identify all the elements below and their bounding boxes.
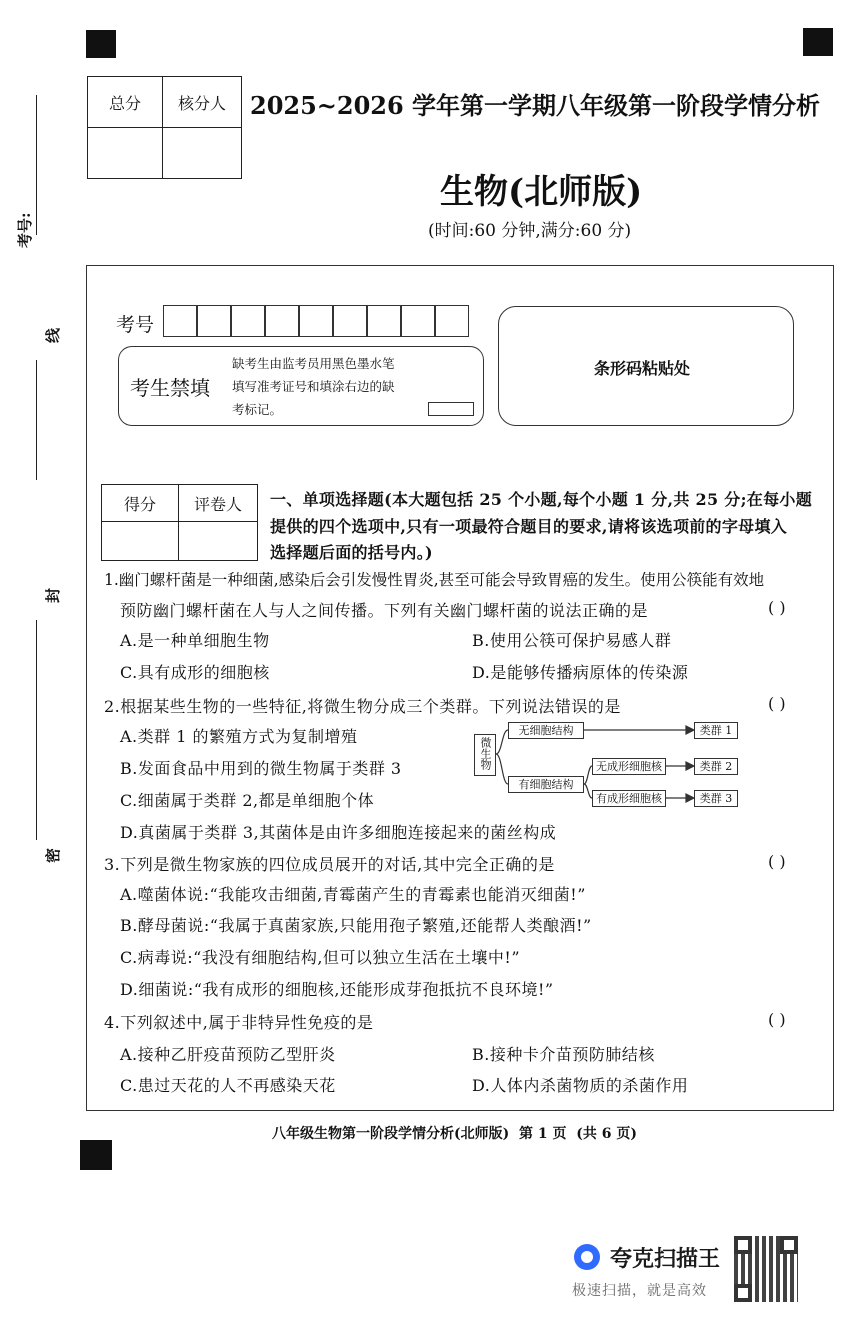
q4-stem: 4.下列叙述中,属于非特异性免疫的是	[104, 1013, 374, 1032]
diagram-no-cell-structure: 无细胞结构	[508, 722, 584, 739]
corner-mark-top-left	[86, 30, 116, 58]
grader-header: 评卷人	[179, 485, 258, 522]
exam-id-cell[interactable]	[401, 305, 435, 337]
missing-note-2: 填写准考证号和填涂右边的缺	[232, 379, 395, 394]
exam-id-cell[interactable]	[435, 305, 469, 337]
score-cell[interactable]	[102, 522, 179, 561]
qr-code-icon	[734, 1236, 798, 1302]
barcode-label: 条形码粘贴处	[594, 359, 691, 378]
microbe-classification-diagram	[468, 716, 740, 816]
exam-id-cell[interactable]	[197, 305, 231, 337]
q2-option-b: B.发面食品中用到的微生物属于类群 3	[120, 759, 402, 778]
scanner-logo-icon	[574, 1244, 600, 1270]
q2-option-d: D.真菌属于类群 3,其菌体是由许多细胞连接起来的菌丝构成	[120, 823, 557, 842]
q4-option-a: A.接种乙肝疫苗预防乙型肝炎	[120, 1045, 336, 1064]
q1-stem-cont: 预防幽门螺杆菌在人与人之间传播。下列有关幽门螺杆菌的说法正确的是	[120, 601, 649, 620]
exam-id-cell[interactable]	[265, 305, 299, 337]
q3-option-b: B.酵母菌说:“我属于真菌家族,只能用孢子繁殖,还能帮人类酿酒!”	[120, 916, 592, 935]
q1-option-d: D.是能够传播病原体的传染源	[472, 663, 689, 682]
q3-option-d: D.细菌说:“我有成形的细胞核,还能形成芽孢抵抗不良环境!”	[120, 980, 554, 999]
page-footer: 八年级生物第一阶段学情分析(北师版) 第 1 页 (共 6 页)	[272, 1126, 637, 1142]
section1-instruction-3: 选择题后面的括号内。)	[270, 543, 433, 562]
binding-line-mid	[36, 360, 37, 480]
missing-note-3: 考标记。	[232, 402, 283, 417]
diagram-group-1: 类群 1	[694, 722, 738, 739]
missing-note-1: 缺考生由监考员用黑色墨水笔	[232, 356, 395, 371]
diagram-group-3: 类群 3	[694, 790, 738, 807]
binding-line-low	[36, 620, 37, 840]
side-seal-char: 封	[44, 587, 63, 604]
exam-id-label: 考号	[116, 314, 155, 336]
scanner-logo-inner	[581, 1251, 593, 1263]
corner-mark-bottom-left	[80, 1140, 112, 1170]
q2-answer-paren[interactable]: ( )	[768, 694, 786, 713]
section1-instruction-1: 一、单项选择题(本大题包括 25 个小题,每个小题 1 分,共 25 分;在每小题	[270, 490, 813, 509]
exam-id-cell[interactable]	[231, 305, 265, 337]
q4-option-b: B.接种卡介苗预防肺结核	[472, 1045, 655, 1064]
score-header: 得分	[102, 485, 179, 522]
q2-option-c: C.细菌属于类群 2,都是单细胞个体	[120, 791, 375, 810]
q2-stem: 2.根据某些生物的一些特征,将微生物分成三个类群。下列说法错误的是	[104, 697, 621, 716]
qr-finder-tl	[734, 1236, 752, 1254]
checker-cell[interactable]	[163, 128, 242, 179]
q2-option-a: A.类群 1 的繁殖方式为复制增殖	[120, 727, 358, 746]
side-exam-no: 考号:	[16, 212, 34, 248]
forbidden-label: 考生禁填	[130, 376, 210, 400]
diagram-no-nucleus: 无成形细胞核	[592, 758, 666, 775]
q1-option-a: A.是一种单细胞生物	[120, 631, 270, 650]
corner-mark-top-right	[803, 28, 833, 56]
q1-option-b: B.使用公筷可保护易感人群	[472, 631, 672, 650]
grader-cell[interactable]	[179, 522, 258, 561]
subject-title: 生物(北师版)	[440, 172, 643, 212]
total-score-cell[interactable]	[88, 128, 163, 179]
diagram-has-nucleus: 有成形细胞核	[592, 790, 666, 807]
checker-header: 核分人	[163, 77, 242, 128]
q4-option-c: C.患过天花的人不再感染天花	[120, 1076, 336, 1095]
total-score-table	[87, 76, 242, 179]
page-title: 2025~2026 学年第一学期八年级第一阶段学情分析	[250, 91, 821, 120]
qr-finder-tr	[780, 1236, 798, 1254]
side-line-char: 线	[44, 327, 63, 344]
scanner-brand: 夸克扫描王	[610, 1247, 721, 1272]
time-info: (时间:60 分钟,满分:60 分)	[428, 221, 632, 241]
diagram-group-2: 类群 2	[694, 758, 738, 775]
side-seal2-char: 密	[44, 847, 63, 864]
exam-id-cell[interactable]	[333, 305, 367, 337]
q4-answer-paren[interactable]: ( )	[768, 1010, 786, 1029]
section1-instruction-2: 提供的四个选项中,只有一项最符合题目的要求,请将该选项前的字母填入	[270, 517, 788, 536]
exam-id-cell[interactable]	[299, 305, 333, 337]
grader-table	[101, 484, 258, 561]
q3-option-c: C.病毒说:“我没有细胞结构,但可以独立生活在土壤中!”	[120, 948, 521, 967]
total-score-header: 总分	[88, 77, 163, 128]
diagram-root-microbe	[474, 734, 496, 776]
exam-id-cell[interactable]	[367, 305, 401, 337]
diagram-has-cell-structure: 有细胞结构	[508, 776, 584, 793]
binding-line-top	[36, 95, 37, 235]
qr-finder-bl	[734, 1284, 752, 1302]
scanner-slogan: 极速扫描，就是高效	[572, 1283, 707, 1299]
diagram-root-label: 微生物	[479, 737, 492, 770]
q3-answer-paren[interactable]: ( )	[768, 852, 786, 871]
q1-answer-paren[interactable]: ( )	[768, 598, 786, 617]
q1-stem: 1.幽门螺杆菌是一种细菌,感染后会引发慢性胃炎,甚至可能会导致胃癌的发生。使用公筷能有效地	[104, 571, 765, 589]
exam-id-cell[interactable]	[163, 305, 197, 337]
q4-option-d: D.人体内杀菌物质的杀菌作用	[472, 1076, 689, 1095]
q1-option-c: C.具有成形的细胞核	[120, 663, 270, 682]
q3-stem: 3.下列是微生物家族的四位成员展开的对话,其中完全正确的是	[104, 855, 555, 874]
q3-option-a: A.噬菌体说:“我能攻击细菌,青霉菌产生的青霉素也能消灭细菌!”	[120, 885, 586, 904]
scanner-watermark	[572, 1236, 802, 1308]
absent-mark-box[interactable]	[428, 402, 474, 416]
